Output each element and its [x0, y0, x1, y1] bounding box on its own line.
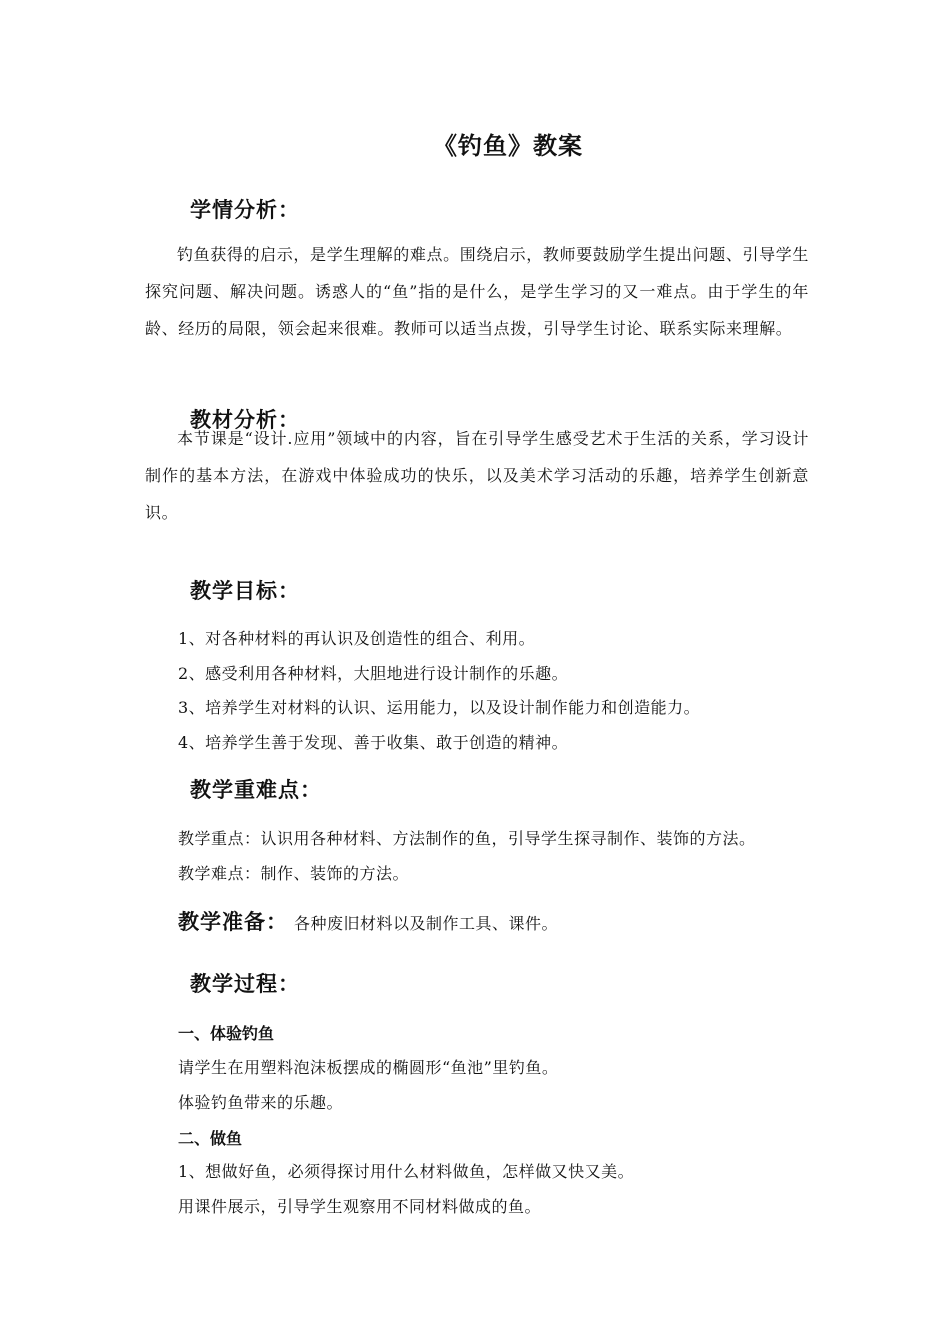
- heading-student-analysis: 学情分析：: [190, 198, 300, 222]
- preparation-text: 各种废旧材料以及制作工具、课件。: [294, 914, 559, 933]
- preparation-row: [178, 906, 558, 936]
- process-step-line: 用课件展示，引导学生观察用不同材料做成的鱼。: [178, 1197, 542, 1216]
- objective-item: 2、感受利用各种材料，大胆地进行设计制作的乐趣。: [178, 664, 569, 683]
- heading-objectives: 教学目标：: [190, 579, 300, 603]
- process-step-line: 1、想做好鱼，必须得探讨用什么材料做鱼，怎样做又快又美。: [178, 1162, 635, 1181]
- objective-item: 3、培养学生对材料的认识、运用能力，以及设计制作能力和创造能力。: [178, 698, 701, 717]
- preparation-label: 教学准备：: [178, 910, 288, 934]
- process-step-title: 一、体验钓鱼: [178, 1024, 275, 1043]
- key-point-difficulty: 教学难点：制作、装饰的方法。: [178, 864, 410, 883]
- heading-key-points: 教学重难点：: [190, 778, 322, 802]
- paragraph-material-analysis: 本节课是“设计.应用”领域中的内容，旨在引导学生感受艺术于生活的关系，学习设计制作的基本方法，在游戏中体验成功的快乐，以及美术学习活动的乐趣，培养学生创新意识。: [145, 429, 809, 522]
- heading-process: 教学过程：: [190, 972, 300, 996]
- key-point-focus: 教学重点：认识用各种材料、方法制作的鱼，引导学生探寻制作、装饰的方法。: [178, 829, 756, 848]
- process-step-title: 二、做鱼: [178, 1129, 243, 1148]
- document-title: 《钓鱼》教案: [433, 132, 583, 160]
- paragraph-student-analysis: 钓鱼获得的启示，是学生理解的难点。围绕启示，教师要鼓励学生提出问题、引导学生探究问题、解决问题。诱惑人的“鱼”指的是什么，是学生学习的又一难点。由于学生的年龄、经历的局限，领会起来很难。教师可以适当点拨，引导学生讨论、联系实际来理解。: [145, 245, 809, 338]
- process-step-line: 体验钓鱼带来的乐趣。: [178, 1093, 344, 1112]
- heading-material-analysis: 教材分析：: [190, 408, 300, 432]
- objective-item: 4、培养学生善于发现、善于收集、敢于创造的精神。: [178, 733, 569, 752]
- process-step-line: 请学生在用塑料泡沫板摆成的椭圆形“鱼池”里钓鱼。: [178, 1058, 559, 1077]
- objective-item: 1、对各种材料的再认识及创造性的组合、利用。: [178, 629, 536, 648]
